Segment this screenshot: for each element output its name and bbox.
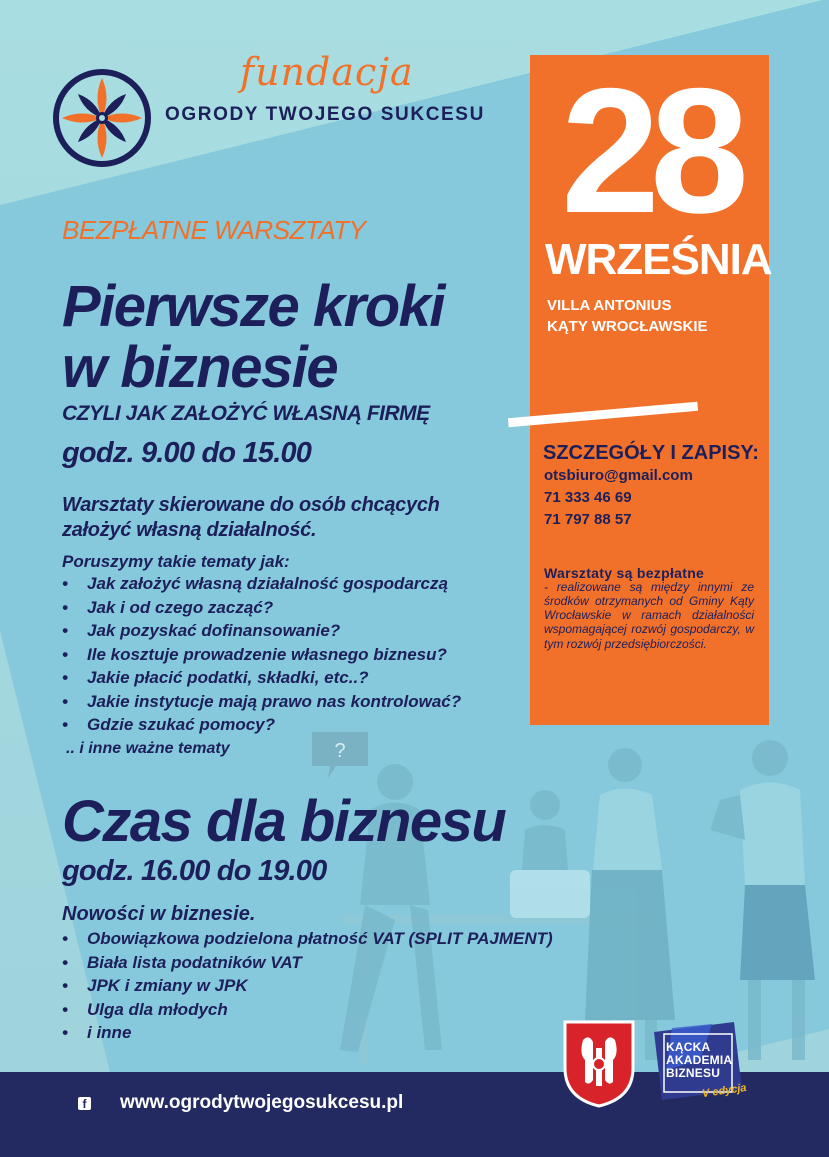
topics-more: .. i inne ważne tematy	[66, 740, 230, 757]
subtitle: CZYLI JAK ZAŁOŻYĆ WŁASNĄ FIRMĘ	[62, 402, 430, 425]
headline-line-2: w biznesie	[62, 335, 338, 400]
brand-script: fundacja	[240, 50, 414, 94]
free-description: - realizowane są między innymi ze środków otrzymanych od Gminy Kąty Wrocławskie w ramach działalności wspomagającej rozwój gospodarczy, w tym rozwój przedsiębiorczości.	[544, 580, 754, 651]
list-item: • i inne	[62, 1023, 132, 1042]
list-item: • Ulga dla młodych	[62, 999, 228, 1019]
news-title: Nowości w biznesie.	[62, 903, 256, 925]
bullet: •	[62, 952, 68, 972]
contact-phone-1[interactable]: 71 333 46 69	[544, 489, 632, 506]
event-month: WRZEŚNIA	[545, 235, 772, 284]
partner-line-2: AKADEMIA	[666, 1053, 733, 1067]
bullet: •	[62, 668, 68, 687]
bullet: •	[62, 976, 68, 995]
list-item: • Obowiązkowa podzielona płatność VAT (SPLIT PAJMENT)	[62, 929, 553, 948]
bullet: •	[62, 929, 68, 948]
venue-name: VILLA ANTONIUS	[547, 297, 672, 314]
topics-title: Poruszymy takie tematy jak:	[62, 552, 290, 571]
flower-logo-icon	[52, 68, 152, 168]
list-item: • Gdzie szukać pomocy?	[62, 715, 275, 734]
contact-phone-2[interactable]: 71 797 88 57	[544, 511, 632, 528]
session-2-title: Czas dla biznesu	[62, 789, 506, 854]
facebook-icon[interactable]: f	[78, 1097, 91, 1110]
event-day: 28	[561, 51, 739, 250]
headline-line-1: Pierwsze kroki	[62, 274, 444, 339]
free-title: Warsztaty są bezpłatne	[544, 565, 705, 581]
details-title: SZCZEGÓŁY I ZAPISY:	[543, 442, 759, 464]
brand-name: OGRODY TWOJEGO SUKCESU	[165, 104, 485, 125]
topics-list	[62, 574, 461, 739]
eyebrow: BEZPŁATNE WARSZTATY	[62, 215, 366, 245]
bullet: •	[62, 1023, 68, 1042]
list-item: • Jak i od czego zacząć?	[62, 597, 274, 617]
list-item: • Ile kosztuje prowadzenie własnego biznesu?	[62, 644, 447, 664]
session-1-hours: godz. 9.00 do 15.00	[62, 437, 312, 469]
bullet: •	[62, 644, 68, 664]
list-item: • Jak pozyskać dofinansowanie?	[62, 621, 341, 640]
list-item: • Jakie instytucje mają prawo nas kontrolować?	[62, 691, 462, 711]
venue-city: KĄTY WROCŁAWSKIE	[547, 318, 708, 335]
bullet: •	[62, 621, 68, 640]
bullet: •	[62, 574, 68, 593]
bullet: •	[62, 597, 68, 617]
list-item: • JPK i zmiany w JPK	[62, 976, 248, 995]
bullet: •	[62, 999, 68, 1019]
coat-of-arms-icon	[563, 1020, 635, 1108]
news-list	[62, 929, 553, 1047]
partner-line-1: KĄCKA	[666, 1040, 711, 1054]
contact-email[interactable]: otsbiuro@gmail.com	[544, 467, 693, 484]
website-link[interactable]: www.ogrodytwojegosukcesu.pl	[120, 1092, 404, 1113]
bullet: •	[62, 715, 68, 734]
list-item: • Biała lista podatników VAT	[62, 952, 302, 972]
session-2-hours: godz. 16.00 do 19.00	[62, 855, 327, 887]
list-item: • Jak założyć własną działalność gospodarczą	[62, 574, 448, 593]
list-item: • Jakie płacić podatki, składki, etc..?	[62, 668, 369, 687]
target-audience: Warsztaty skierowane do osób chcących założyć własną działalność.	[62, 494, 440, 542]
partner-line-3: BIZNESU	[666, 1066, 721, 1080]
partner-edition: V edycja	[701, 1081, 748, 1101]
bubble-glyph: ?	[334, 740, 346, 762]
bullet: •	[62, 691, 68, 711]
